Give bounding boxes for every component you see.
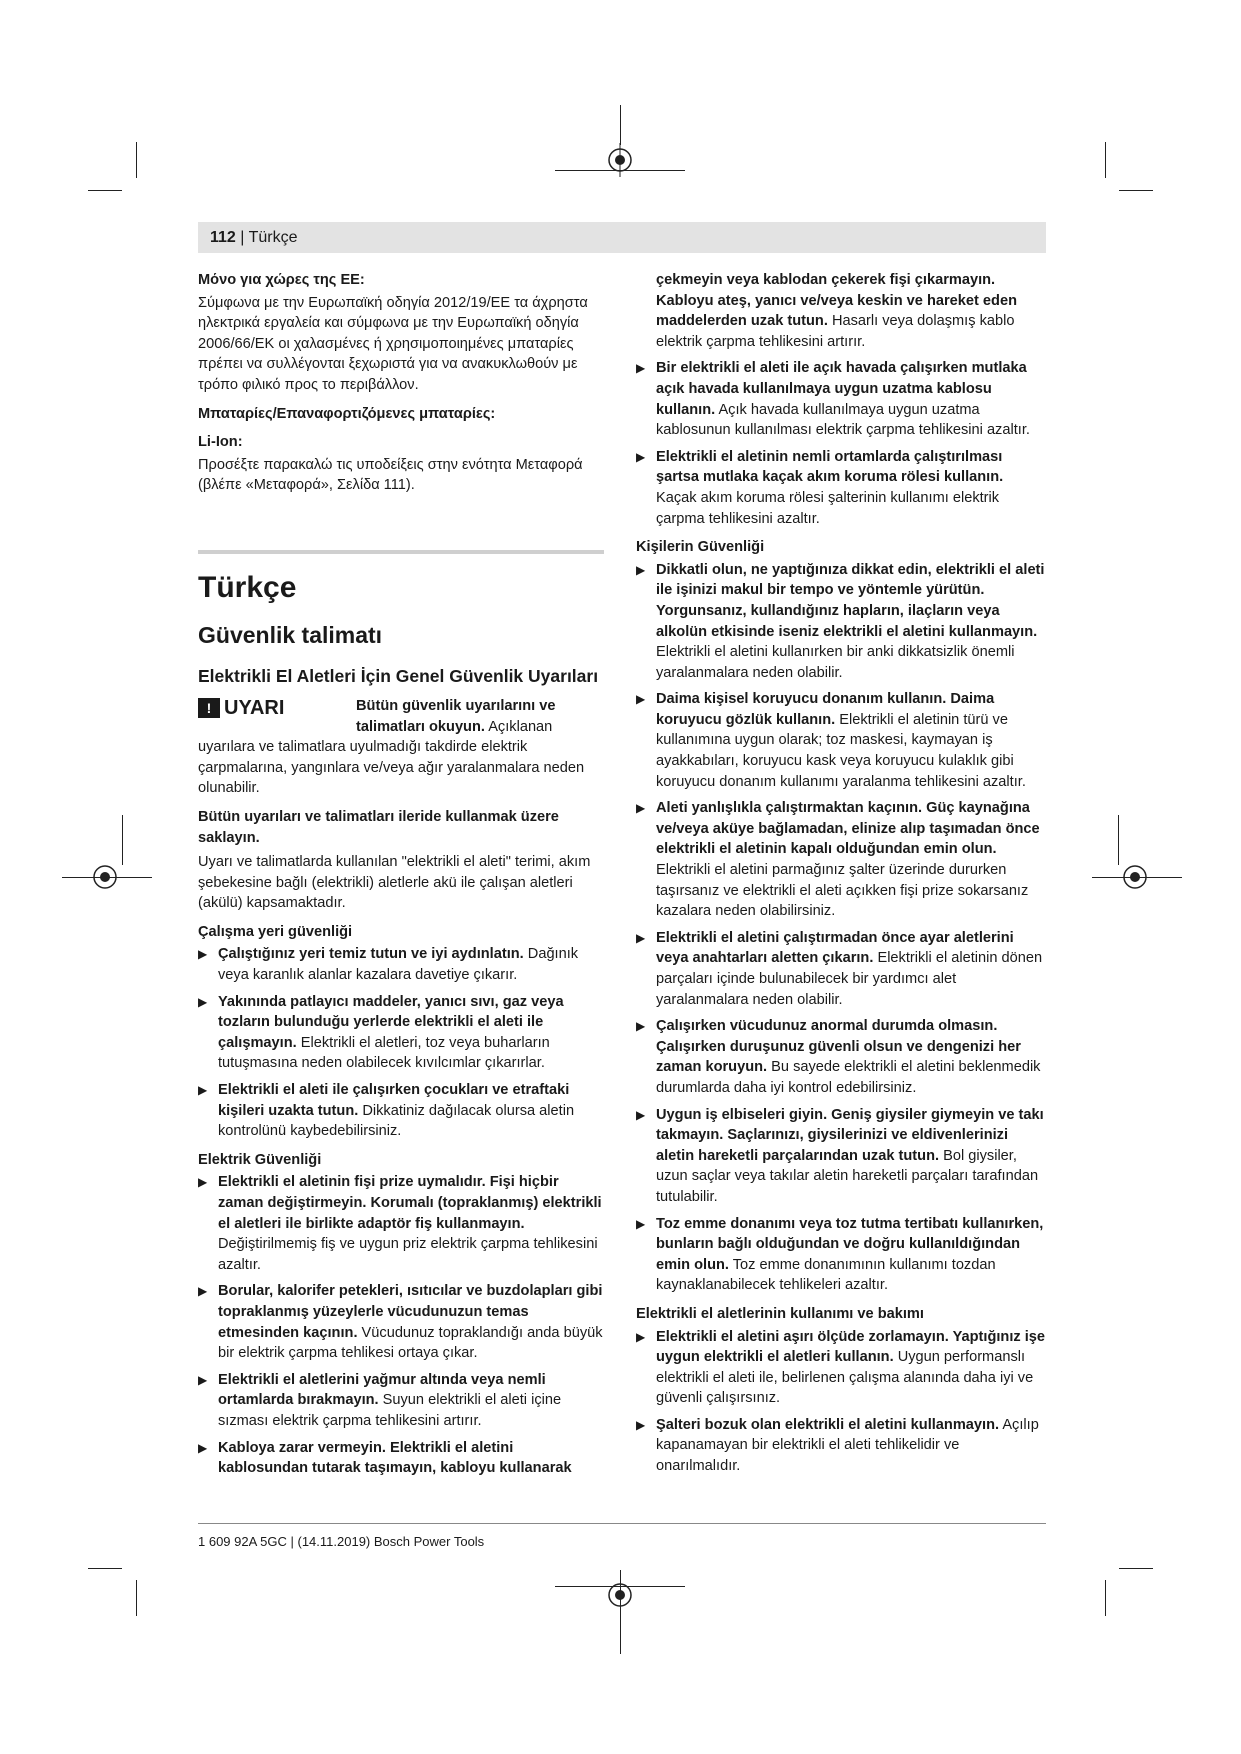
list-item (198, 944, 604, 985)
general-safety-title: Elektrikli El Aletleri İçin Genel Güvenlik Uyarıları (198, 665, 599, 686)
bullet-arrow-icon: ▶ (636, 1329, 646, 1344)
list-item (636, 560, 1046, 684)
list-item (636, 1327, 1046, 1409)
item-text: Dağınık veya karanlık alanlar kazalara davetiye çıkarır. (218, 946, 579, 984)
cable-continued-text: Hasarlı veya dolaşmış kablo elektrik çarpma tehlikesini artırır. (656, 313, 1015, 350)
bullet-arrow-icon: ▶ (198, 1175, 208, 1190)
warning-label: ! UYARI (198, 696, 356, 720)
item-bold-text: Elektrikli el aletinin fişi prize uymalıdır. Fişi hiçbir zaman değiştirmeyin. Korumalı (topraklanmış) elektrikli el aletleri ile birlikte adaptör fiş kullanmayın. (218, 1174, 602, 1232)
warning-text: Açıklanan uyarılara ve talimatlara uyulmadığı takdirde elektrik çarpmalarına, yangınlara ve/veya ağır yaralanmalara neden olunabilir. (198, 718, 585, 797)
item-text: Elektrikli el aletinin dönen parçaları içinde bulunabilecek bir yardımcı alet yaralanmalara neden olabilir. (656, 950, 1043, 1008)
liion-heading: Li-Ion: (198, 434, 243, 451)
crop-mark (1105, 1580, 1106, 1616)
work-area-list (198, 944, 604, 1141)
term-definition: Uyarı ve talimatlarda kullanılan "elektrikli el aleti" terimi, akım şebekesine bağlı (elektrikli) aletlerle akü ile çalışan aletleri (akülü) kapsamaktadır. (198, 854, 591, 912)
item-text: Elektrikli el aletini kullanırken bir anki dikkatsizlik önemli yaralanmalara neden olabilir. (656, 644, 1015, 681)
header-language: Türkçe (248, 229, 298, 246)
left-column (198, 270, 604, 1485)
item-text: Açık havada kullanılmaya uygun uzatma kablosunun kullanılması elektrik çarpma tehlikesini azaltır. (656, 401, 1030, 439)
crop-mark (136, 142, 137, 178)
bullet-arrow-icon: ▶ (636, 1107, 646, 1122)
item-bold-text: Elektrikli el aletinin nemli ortamlarda çalıştırılması şartsa mutlaka kaçak akım koruma rölesi kullanın. (656, 448, 1004, 486)
bullet-arrow-icon: ▶ (636, 1417, 646, 1432)
electrical-heading: Elektrik Güvenliği (198, 1151, 322, 1168)
item-text: Kaçak akım koruma rölesi şalterinin kullanımı elektrik çarpma tehlikesini azaltır. (656, 489, 1000, 527)
crop-mark (1092, 877, 1182, 878)
list-item (198, 992, 604, 1074)
section-divider (198, 550, 604, 554)
footer-text: 1 609 92A 5GC | (14.11.2019) Bosch Power Tools (198, 1534, 485, 1549)
item-text: Elektrikli el aletini parmağınız şalter üzerinde dururken taşırsanız ve elektrikli el aleti açıkken fişi prize sokarsanız kazalara neden olabilirsiniz. (656, 862, 1029, 920)
keep-instructions: Bütün uyarıları ve talimatları ileride kullanmak üzere saklayın. (198, 808, 559, 846)
item-text: Elektrikli el aletleri, toz veya buharların tutuşmasına neden olabilecek kıvılcımlar çıkarırlar. (218, 1034, 550, 1072)
crop-mark (1118, 815, 1119, 865)
item-bold-text: Elektrikli el aletlerini yağmur altında veya nemli ortamlarda bırakmayın. (218, 1371, 546, 1409)
greek-heading: Μόνο για χώρες της ΕΕ: (198, 272, 365, 288)
cable-continued-bold: çekmeyin veya kablodan çekerek fişi çıkarmayın. Kabloyu ateş, yanıcı ve/veya keskin ve hareket eden maddelerden uzak tutun. (656, 272, 1017, 330)
item-bold-text: Elektrikli el aletini çalıştırmadan önce ayar aletlerini veya anahtarları aletten çıkarın. (656, 929, 1014, 967)
warning-block (198, 696, 604, 799)
item-text: Vücudunuz topraklandığı anda büyük bir elektrik çarpma tehlikesi ortaya çıkar. (218, 1324, 603, 1362)
list-item (198, 1370, 604, 1432)
batteries-heading: Μπαταρίες/Επαναφορτιζόμενες μπαταρίες: (198, 405, 496, 422)
bullet-arrow-icon: ▶ (636, 930, 646, 945)
warning-icon: ! (198, 698, 220, 718)
crop-mark (88, 1568, 122, 1569)
item-bold-text: Bir elektrikli el aleti ile açık havada çalışırken mutlaka açık havada kullanılmaya uygun uzatma kablosu kullanın. (656, 360, 1027, 418)
list-item (636, 358, 1046, 440)
crop-mark (88, 190, 122, 191)
list-item (636, 1105, 1046, 1208)
list-item (198, 1172, 604, 1275)
bullet-arrow-icon: ▶ (198, 994, 208, 1009)
work-area-heading: Çalışma yeri güvenliği (198, 923, 353, 940)
item-bold-text: Aleti yanlışlıkla çalıştırmaktan kaçının. Güç kaynağına ve/veya aküye bağlamadan, elinize alıp taşımadan önce elektrikli el aletinin kapalı olduğundan emin olun. (656, 800, 1040, 858)
list-item (636, 1415, 1046, 1477)
tool-use-heading: Elektrikli el aletlerinin kullanımı ve bakımı (636, 1305, 924, 1322)
personal-safety-heading: Kişilerin Güvenliği (636, 539, 765, 556)
crop-mark (122, 815, 123, 865)
item-bold-text: Yakınında patlayıcı maddeler, yanıcı sıvı, gaz veya tozların bulunduğu yerlerde elektrikli el aleti ile çalışmayın. (218, 993, 564, 1051)
item-bold-text: Dikkatli olun, ne yaptığınıza dikkat edin, elektrikli el aleti ile işinizi makul bir tempo ve yöntemle yürütün. Yorgunsanız, kullandığınız hapların, ilaçların veya alkolün etkisinde iseniz elektrikli el aletini kullanmayın. (656, 561, 1045, 640)
item-text: Toz emme donanımının kullanımı tozdan kaynaklanabilecek tehlikeleri azaltır. (656, 1256, 996, 1294)
item-bold-text: Kabloya zarar vermeyin. Elektrikli el aletini kablosundan tutarak taşımayın, kabloyu kullanarak (218, 1439, 572, 1477)
list-item (636, 270, 1046, 352)
subtitle: Güvenlik talimatı (198, 621, 383, 648)
item-text: Dikkatiniz dağılacak olursa aletin kontrolünü kaybedebilirsiniz. (218, 1102, 575, 1140)
crop-mark (136, 1580, 137, 1616)
item-bold-text: Elektrikli el aleti ile çalışırken çocukları ve etraftaki kişileri uzakta tutun. (218, 1082, 570, 1119)
item-text: Açılıp kapanamayan bir elektrikli el aleti tehlikelidir ve onarılmalıdır. (656, 1416, 1039, 1475)
bullet-arrow-icon: ▶ (198, 1284, 208, 1299)
item-text: Bol giysiler, uzun saçlar veya takılar aletin hareketli parçaları tarafından tutulabilir. (656, 1147, 1039, 1205)
crop-mark (620, 1570, 621, 1654)
crop-mark (555, 170, 685, 171)
right-column (636, 270, 1046, 1483)
item-bold-text: Çalışırken vücudunuz anormal durumda olmasın. Çalışırken duruşunuz güvenli olsun ve dengenizi her zaman koruyun. (656, 1018, 1021, 1076)
item-bold-text: Çalıştığınız yeri temiz tutun ve iyi aydınlatın. (218, 946, 524, 963)
bullet-arrow-icon: ▶ (636, 1216, 646, 1231)
list-item (636, 928, 1046, 1010)
list-item (636, 689, 1046, 792)
bullet-arrow-icon: ▶ (636, 562, 646, 577)
bullet-arrow-icon: ▶ (636, 449, 646, 464)
crop-mark (62, 877, 152, 878)
item-bold-text: Şalteri bozuk olan elektrikli el aletini kullanmayın. (656, 1416, 1000, 1433)
page-header: 112 | Türkçe (198, 222, 1046, 253)
registration-mark-icon (603, 143, 637, 177)
list-item (198, 1438, 604, 1479)
section-title: Türkçe (198, 570, 297, 604)
bullet-arrow-icon: ▶ (198, 947, 208, 962)
item-bold-text: Borular, kalorifer petekleri, ısıtıcılar ve buzdolapları gibi topraklanmış yüzeylerle vücudunuzun temas etmesinden kaçının. (218, 1283, 603, 1341)
tool-use-list (636, 1327, 1046, 1477)
bullet-arrow-icon: ▶ (198, 1440, 208, 1455)
crop-mark (1105, 142, 1106, 178)
item-text: Uygun performanslı elektrikli el aleti ile, belirlenen çalışma alanında daha iyi ve güvenli çalışırsınız. (656, 1349, 1034, 1407)
warning-bold: Bütün güvenlik uyarılarını ve talimatları okuyun. (356, 697, 556, 735)
bullet-arrow-icon: ▶ (198, 1083, 208, 1098)
item-text: Suyun elektrikli el aleti içine sızması elektrik çarpma tehlikesini artırır. (218, 1392, 562, 1429)
personal-safety-list (636, 560, 1046, 1296)
page-number: 112 (210, 229, 236, 246)
crop-mark (620, 105, 621, 145)
item-bold-text: Elektrikli el aletini aşırı ölçüde zorlamayın. Yaptığınız işe uygun elektrikli el aletleri kullanın. (656, 1328, 1046, 1366)
list-item (636, 1214, 1046, 1296)
item-text: Değiştirilmemiş fiş ve uygun priz elektrik çarpma tehlikesini azaltır. (218, 1236, 598, 1273)
list-item (636, 798, 1046, 922)
bullet-arrow-icon: ▶ (636, 801, 646, 816)
bullet-arrow-icon: ▶ (198, 1372, 208, 1387)
electrical-list (198, 1172, 604, 1478)
item-text: Elektrikli el aletinin türü ve kullanımına uygun olarak; toz maskesi, kaymayan iş ayakkabıları, koruyucu kask veya koruyucu kulaklık gibi koruyucu donanım kullanımı yaralanma tehlikesini azaltır. (656, 711, 1026, 790)
item-bold-text: Toz emme donanımı veya toz tutma tertibatı kullanırken, bunların bağlı olduğundan ve doğru kullanıldığından emin olun. (656, 1215, 1044, 1273)
item-bold-text: Daima kişisel koruyucu donanım kullanın. Daima koruyucu gözlük kullanın. (656, 691, 995, 728)
crop-mark (1119, 190, 1153, 191)
electrical-continued-list (636, 358, 1046, 529)
bullet-arrow-icon: ▶ (636, 1019, 646, 1034)
greek-text: Σύμφωνα με την Ευρωπαϊκή οδηγία 2012/19/ΕΕ τα άχρηστα ηλεκτρικά εργαλεία και σύμφωνα με την Ευρωπαϊκή οδηγία 2006/66/ΕΚ οι χαλασμένες ή χρησιμοποιημένες μπαταρίες πρέπει να συλλέγονται ξεχωριστά για να ανακυκλωθούν με τρόπο φιλικό προς το περιβάλλον. (198, 294, 588, 393)
item-bold-text: Uygun iş elbiseleri giyin. Geniş giysiler giymeyin ve takı takmayın. Saçlarınızı, giysilerinizi ve eldivenlerinizi aletin hareketli parçalarından uzak tutun. (656, 1106, 1044, 1164)
page-footer (198, 1523, 1046, 1552)
bullet-arrow-icon: ▶ (636, 692, 646, 707)
list-item (198, 1080, 604, 1142)
list-item (636, 447, 1046, 529)
crop-mark (1119, 1568, 1153, 1569)
item-text: Bu sayede elektrikli el aletini beklenmedik durumlarda daha iyi kontrol edebilirsiniz. (656, 1059, 1041, 1096)
crop-mark (555, 1586, 685, 1587)
list-item (636, 1016, 1046, 1098)
list-item (198, 1281, 604, 1363)
bullet-arrow-icon: ▶ (636, 361, 646, 376)
liion-text: Προσέξτε παρακαλώ τις υποδείξεις στην ενότητα Μεταφορά (βλέπε «Μεταφορά», Σελίδα 111). (198, 456, 583, 494)
